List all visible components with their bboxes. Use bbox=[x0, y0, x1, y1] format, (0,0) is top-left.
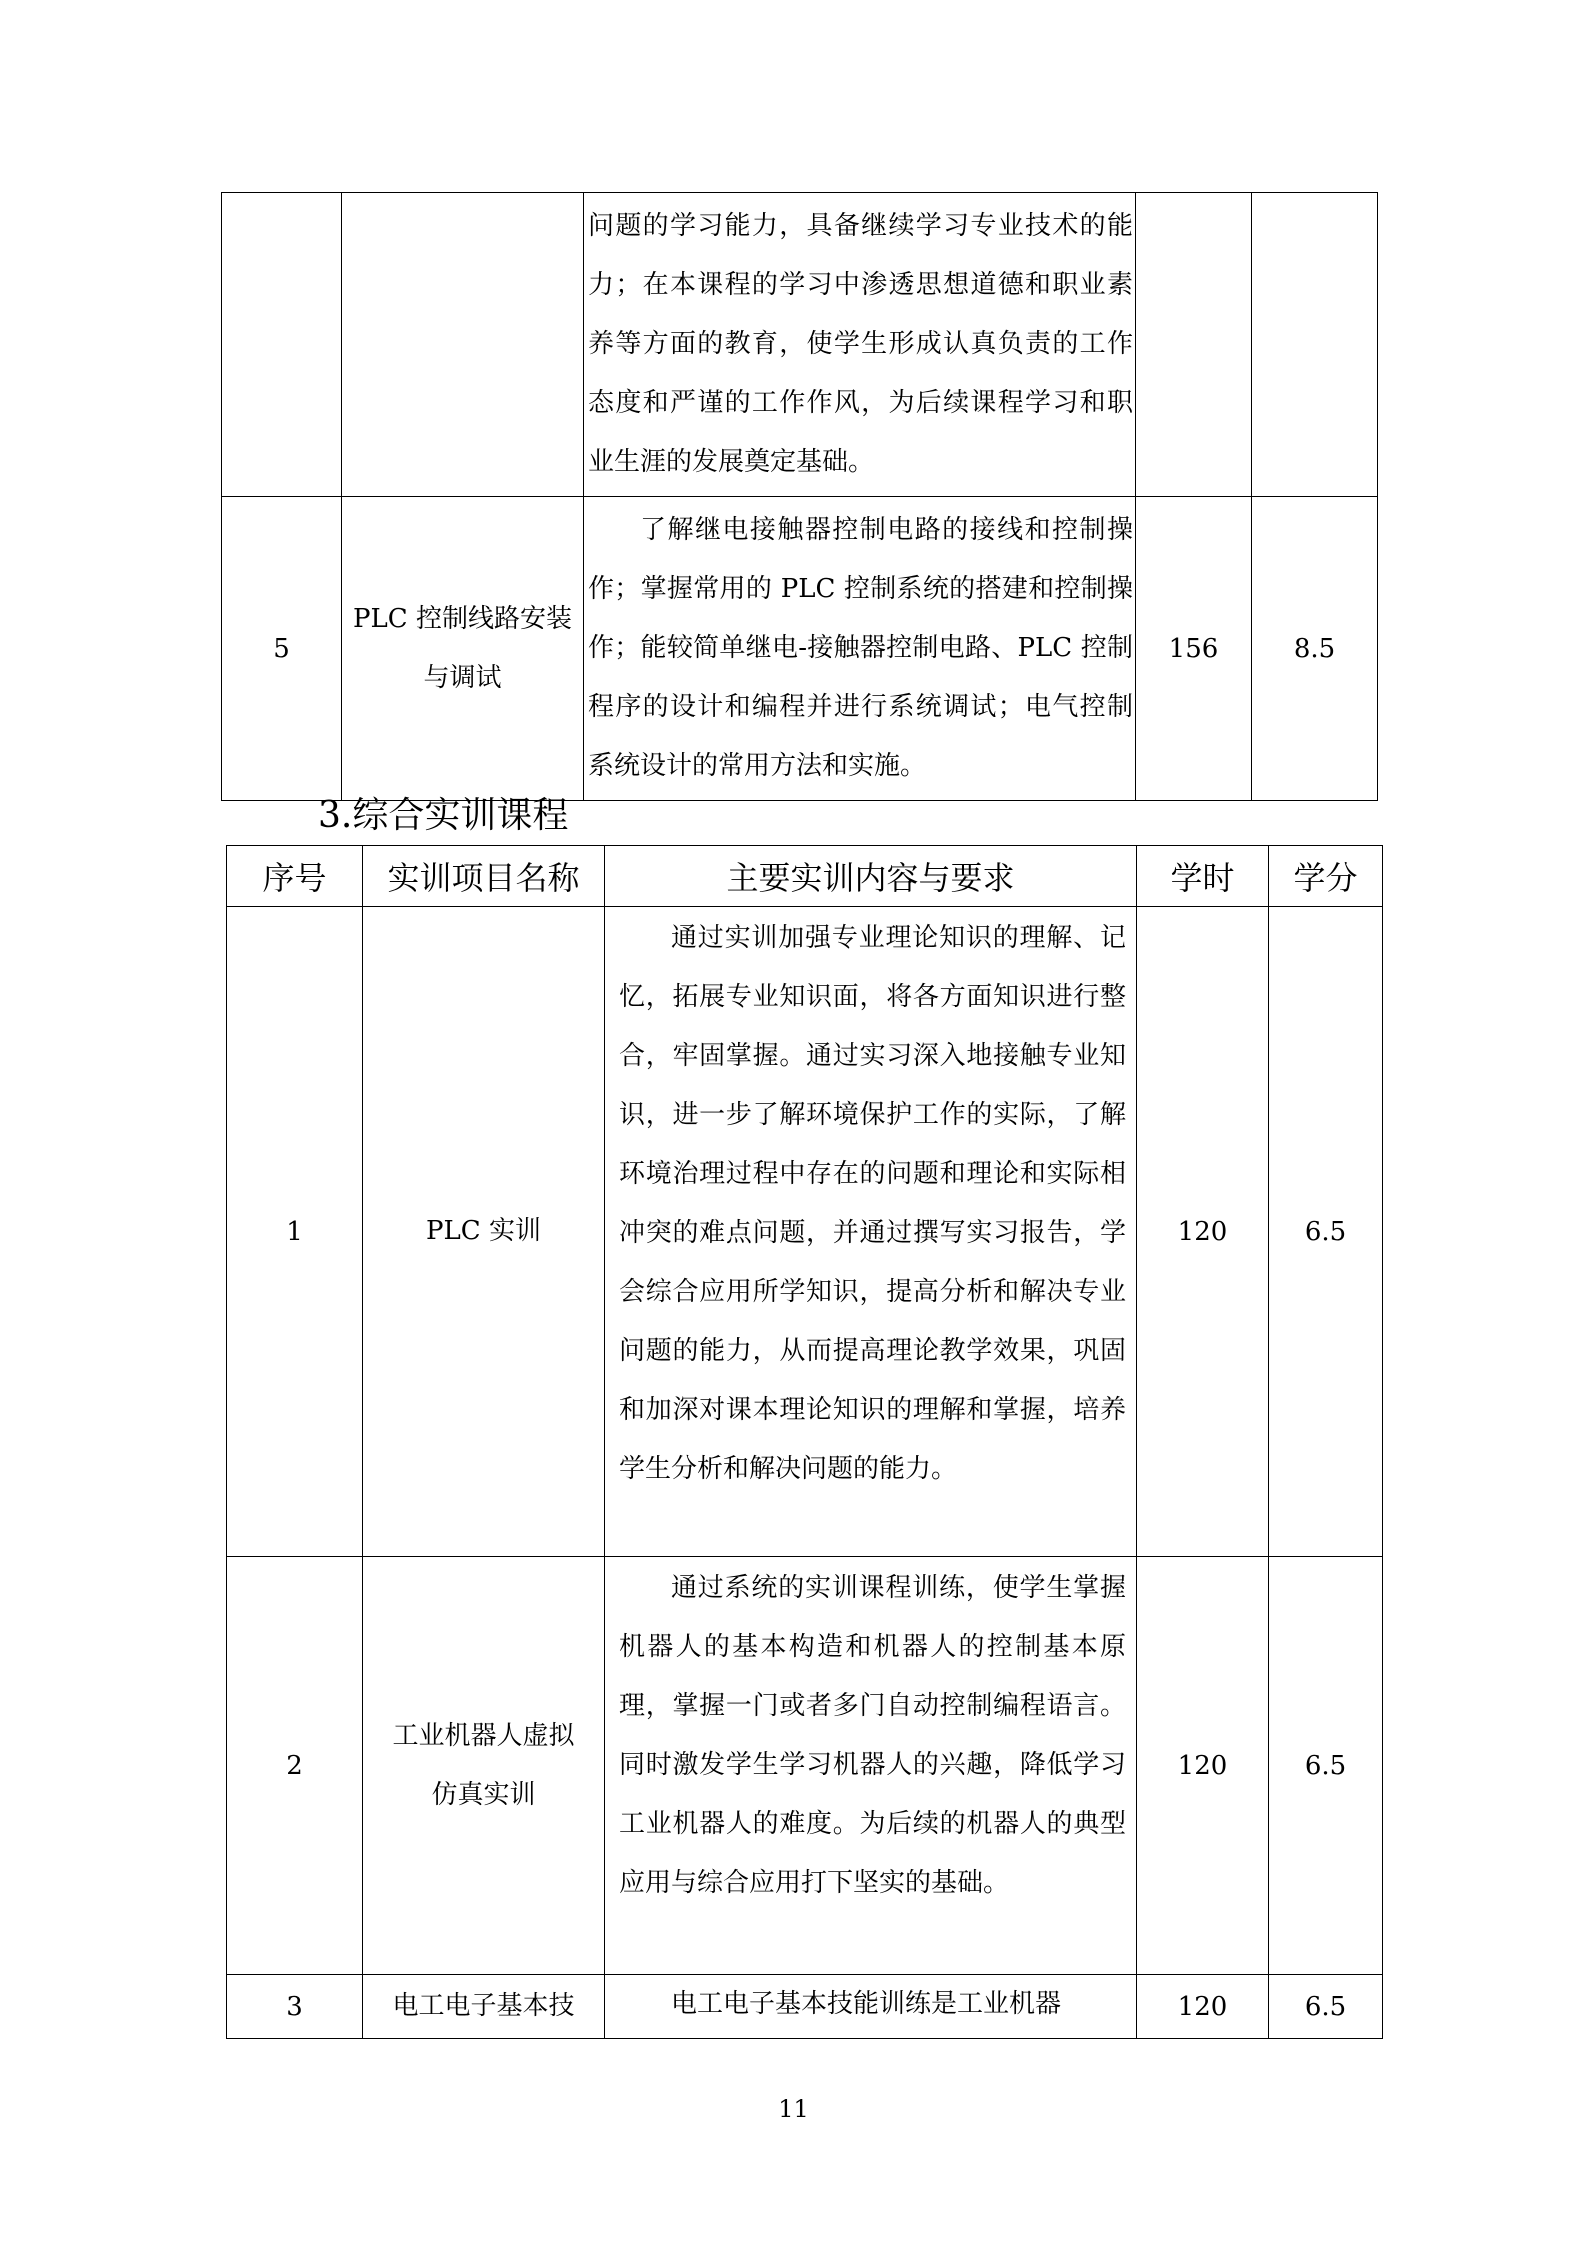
training-name: PLC 实训 bbox=[363, 907, 605, 1557]
course-credits: 8.5 bbox=[1252, 497, 1378, 801]
training-content: 通过实训加强专业理论知识的理解、记忆，拓展专业知识面，将各方面知识进行整合，牢固掌握。通过实习深入地接触专业知识，进一步了解环境保护工作的实际，了解环境治理过程中存在的问题和理论和实际相冲突的难点问题，并通过撰写实习报告，学会综合应用所学知识，提高分析和解决专业问题的能力，从而提高理论教学效果，巩固和加深对课本理论知识的理解和掌握，培养学生分析和解决问题的能力。 bbox=[605, 907, 1137, 1557]
header-content: 主要实训内容与要求 bbox=[605, 846, 1137, 907]
course-hours bbox=[1136, 193, 1252, 497]
header-no: 序号 bbox=[227, 846, 363, 907]
course-table-continued bbox=[221, 192, 1378, 801]
table-row bbox=[227, 1557, 1383, 1975]
row-number bbox=[222, 193, 342, 497]
row-number: 2 bbox=[227, 1557, 363, 1975]
table-header-row bbox=[227, 846, 1383, 907]
section-heading: 3.综合实训课程 bbox=[318, 795, 569, 836]
course-content: 问题的学习能力，具备继续学习专业技术的能力；在本课程的学习中渗透思想道德和职业素养等方面的教育，使学生形成认真负责的工作态度和严谨的工作作风，为后续课程学习和职业生涯的发展奠定基础。 bbox=[584, 193, 1136, 497]
header-credits: 学分 bbox=[1269, 846, 1383, 907]
row-number: 1 bbox=[227, 907, 363, 1557]
header-hours: 学时 bbox=[1137, 846, 1269, 907]
row-number: 5 bbox=[222, 497, 342, 801]
course-hours: 156 bbox=[1136, 497, 1252, 801]
training-credits: 6.5 bbox=[1269, 1975, 1383, 2039]
training-content: 通过系统的实训课程训练，使学生掌握机器人的基本构造和机器人的控制基本原理，掌握一门或者多门自动控制编程语言。同时激发学生学习机器人的兴趣，降低学习工业机器人的难度。为后续的机器人的典型应用与综合应用打下坚实的基础。 bbox=[605, 1557, 1137, 1975]
training-content: 电工电子基本技能训练是工业机器 bbox=[605, 1975, 1137, 2039]
training-name: 电工电子基本技 bbox=[363, 1975, 605, 2039]
training-hours: 120 bbox=[1137, 1975, 1269, 2039]
training-course-table bbox=[226, 845, 1383, 2039]
training-hours: 120 bbox=[1137, 907, 1269, 1557]
training-name: 工业机器人虚拟仿真实训 bbox=[363, 1557, 605, 1975]
course-name: PLC 控制线路安装与调试 bbox=[342, 497, 584, 801]
table-row bbox=[227, 1975, 1383, 2039]
table-row bbox=[222, 193, 1378, 497]
page-number: 11 bbox=[778, 2095, 809, 2123]
course-content: 了解继电接触器控制电路的接线和控制操作；掌握常用的 PLC 控制系统的搭建和控制操作；能较简单继电-接触器控制电路、PLC 控制程序的设计和编程并进行系统调试；电气控制系统设计的常用方法和实施。 bbox=[584, 497, 1136, 801]
training-credits: 6.5 bbox=[1269, 907, 1383, 1557]
table-row bbox=[227, 907, 1383, 1557]
training-hours: 120 bbox=[1137, 1557, 1269, 1975]
course-credits bbox=[1252, 193, 1378, 497]
course-name bbox=[342, 193, 584, 497]
header-name: 实训项目名称 bbox=[363, 846, 605, 907]
training-credits: 6.5 bbox=[1269, 1557, 1383, 1975]
table-row bbox=[222, 497, 1378, 801]
row-number: 3 bbox=[227, 1975, 363, 2039]
